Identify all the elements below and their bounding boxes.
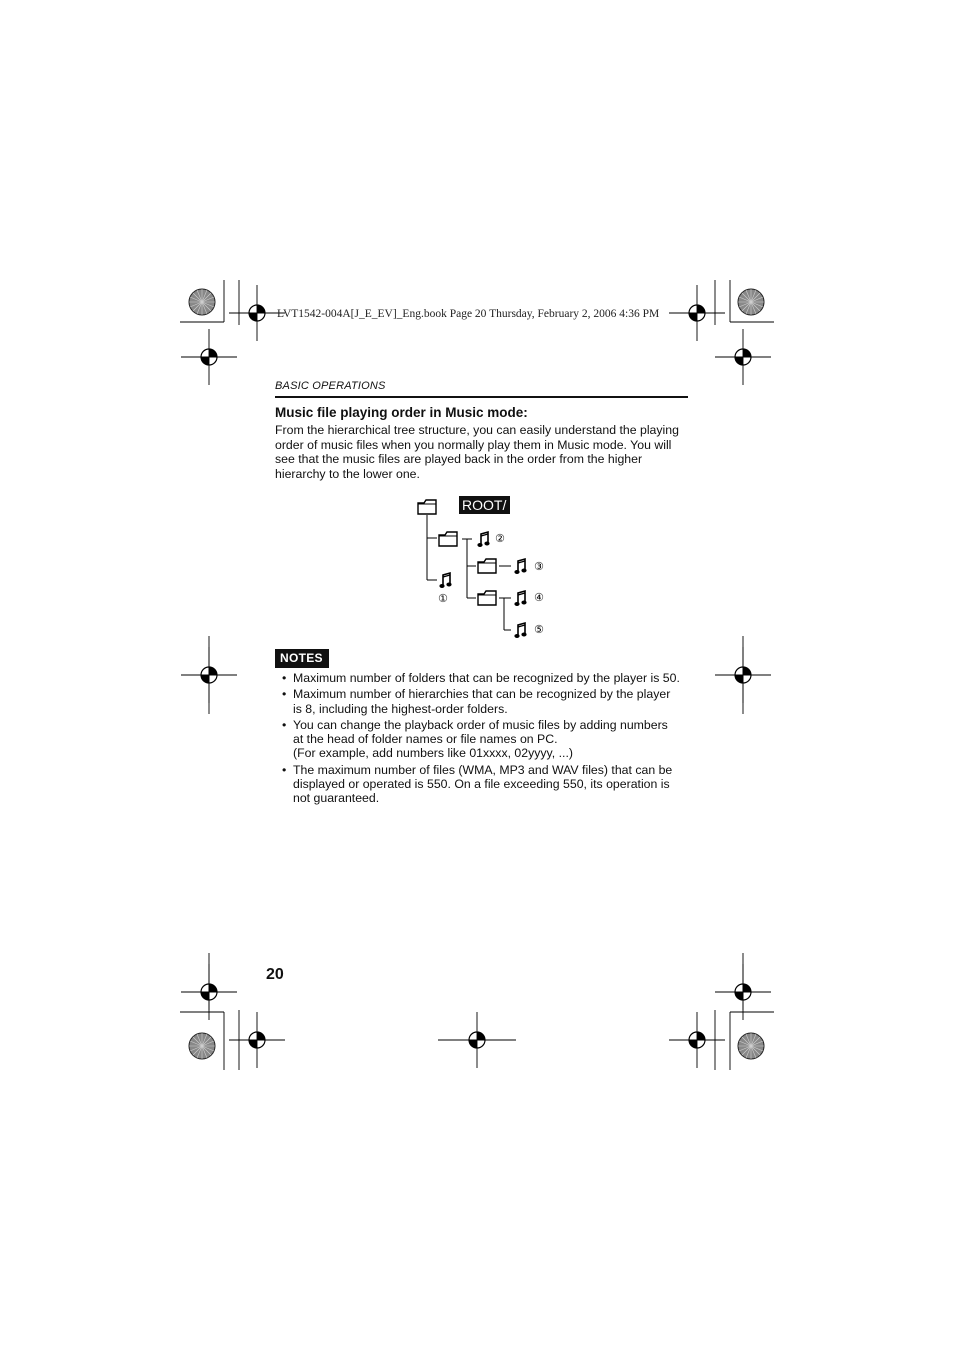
note-line: displayed or operated is 550. On a file exceeding 550, its operation is [293, 777, 670, 792]
note-item [282, 671, 692, 685]
order-marker: ① [438, 592, 448, 605]
bullet: • [282, 762, 287, 777]
section-rule [275, 396, 688, 398]
section-title: BASIC OPERATIONS [275, 380, 386, 392]
root-folder-icon [418, 500, 436, 514]
bullet: • [282, 717, 287, 732]
music-note-icon [477, 532, 489, 547]
note-line: (For example, add numbers like 01xxxx, 02yyyy, ...) [293, 746, 573, 761]
note-item [282, 687, 692, 716]
order-marker: ③ [534, 560, 544, 573]
subheading: Music file playing order in Music mode: [275, 405, 528, 420]
order-marker: ⑤ [534, 623, 544, 636]
note-item [282, 718, 692, 761]
root-label: ROOT/ [462, 497, 507, 513]
order-marker: ④ [534, 591, 544, 604]
music-note-icon [514, 591, 526, 606]
note-line: Maximum number of folders that can be recognized by the player is 50. [293, 671, 680, 685]
music-note-icon [514, 623, 526, 638]
notes-list [282, 671, 692, 808]
note-line: not guaranteed. [293, 791, 380, 806]
bullet: • [282, 687, 287, 702]
note-line: is 8, including the highest-order folders. [293, 701, 508, 716]
print-slug: LVT1542-004A[J_E_EV]_Eng.book Page 20 Thursday, February 2, 2006 4:36 PM [277, 308, 660, 320]
folder-icon [478, 559, 496, 573]
body-line: From the hierarchical tree structure, you can easily understand the playing [275, 423, 679, 437]
body-line: hierarchy to the lower one. [275, 466, 420, 481]
body-line: order of music files when you normally play them in Music mode. You will [275, 437, 672, 452]
bullet: • [282, 671, 287, 685]
order-marker: ② [495, 532, 505, 545]
note-line: The maximum number of files (WMA, MP3 and WAV files) that can be [293, 762, 673, 777]
music-note-icon [439, 573, 451, 588]
folder-tree-diagram [410, 490, 570, 645]
note-line: Maximum number of hierarchies that can be recognized by the player [293, 687, 671, 702]
body-line: see that the music files are played back in the order from the higher [275, 452, 643, 466]
note-item [282, 763, 692, 806]
music-note-icon [514, 559, 526, 574]
notes-badge: NOTES [275, 649, 329, 668]
folder-icon [439, 532, 457, 546]
folder-icon [478, 591, 496, 605]
note-line: at the head of folder names or file names on PC. [293, 732, 558, 747]
note-line: You can change the playback order of music files by adding numbers [293, 717, 668, 732]
page-number: 20 [266, 966, 284, 983]
body-paragraph [275, 423, 689, 481]
